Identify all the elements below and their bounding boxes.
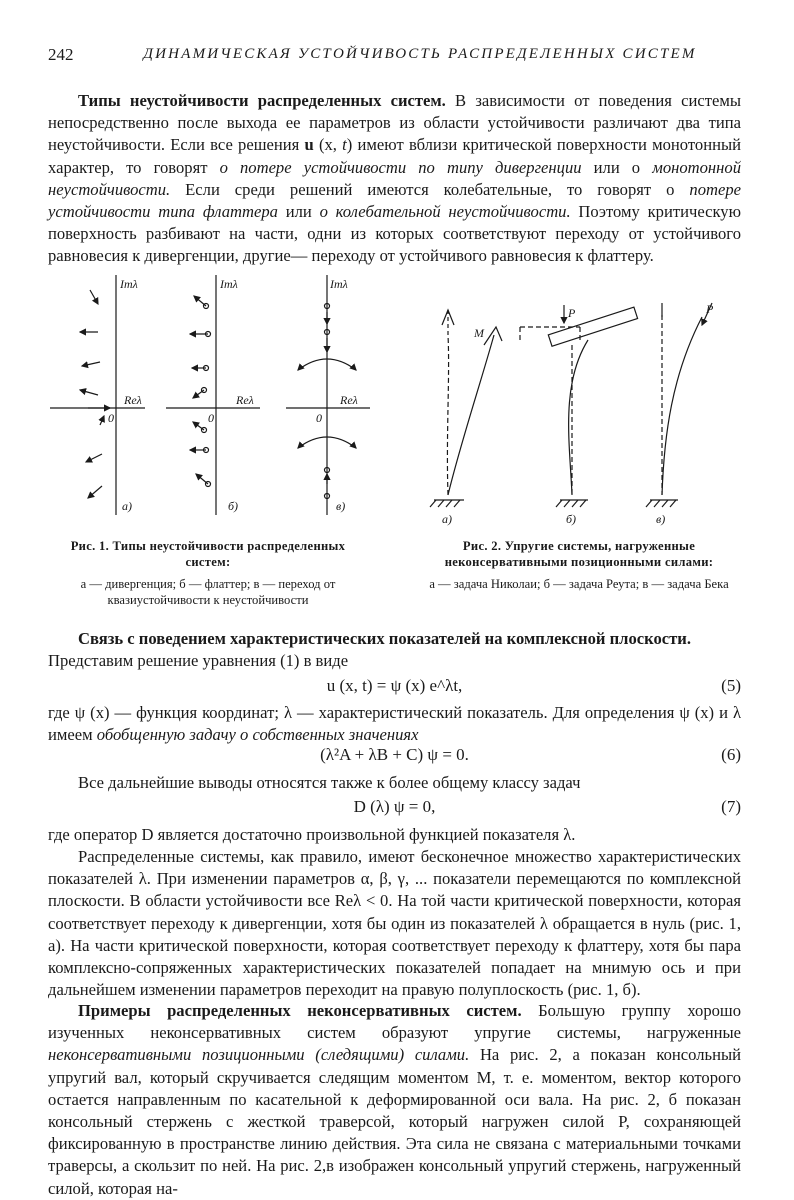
italic-term: неконсервативными позиционными (следящими) силами. xyxy=(48,1045,470,1065)
figure-2-caption xyxy=(418,538,740,592)
equation-5 xyxy=(48,676,741,700)
text-run: В зависимости от поведения системы непосредственно после выхода ее параметров из области устойчивости различают два типа неустойчивости. Если все решения xyxy=(48,91,741,155)
force-label: P xyxy=(568,306,576,320)
italic-term: о колебательной неустойчивости. xyxy=(319,202,571,222)
axis-label-im: Imλ xyxy=(120,277,138,291)
text-run: t xyxy=(342,135,347,155)
panel-label: б) xyxy=(566,512,577,526)
figure-2 xyxy=(420,295,720,530)
text-run: где ψ (x) — функция координат; λ — характеристический показатель. Для определения ψ (x) и λ имеем xyxy=(48,703,741,745)
panel-label: а) xyxy=(122,499,132,513)
caption-body: а — задача Николаи; б — задача Реута; в — задача Бека xyxy=(429,577,729,591)
text-run: На рис. 2, а показан консольный упругий вал, который скручивается следящим моментом M, т. е. моментом, вектор которого остается направленным по касательной к деформированной оси вала. На рис. 2, б показан консольный стержень с жесткой траверсой, который нагружен силой P, сохраняющей фиксированную в пространстве линию действия. Эта сила не связана с материальными точками траверсы, а скользит по ней. На рис. 2,в изображен консольный упругий стержень, нагруженный силой, которая на- xyxy=(48,1045,741,1198)
page-number: 242 xyxy=(48,45,74,64)
caption-title: Рис. 1. Типы неустойчивости распределенных систем: xyxy=(70,539,346,569)
moment-label: M xyxy=(474,326,484,340)
section3-paragraph xyxy=(48,1000,741,1200)
italic-term: монотонной неустойчивости. xyxy=(48,157,741,199)
text-run: Большую группу хорошо изученных неконсервативных систем образуют упругие системы, нагруженные xyxy=(48,1001,741,1043)
equation-6 xyxy=(48,745,741,769)
text-run: Все дальнейшие выводы относятся также к более общему классу задач xyxy=(78,773,581,792)
force-label: P xyxy=(706,302,714,316)
axis-label-re: Reλ xyxy=(340,393,358,407)
axis-label-im: Imλ xyxy=(330,277,348,291)
text-run: или xyxy=(277,202,320,222)
axis-label-re: Reλ xyxy=(236,393,254,407)
text-run: или о xyxy=(581,157,653,177)
figure-2-diagram xyxy=(420,295,720,530)
section2-paragraph-4 xyxy=(48,846,741,1001)
text-run: Распределенные системы, как правило, имеют бесконечное множество характеристических показателей λ. При изменении параметров α, β, γ, ... показатели перемещаются по комплексной плоскости. В области устойчивости все Reλ < 0. На той части критической поверхности, которая соответствует переходу к дивергенции, хотя бы один из показателей λ обращается в нуль (рис. 1, а). На части критической поверхности, которая соответствует переходу к флаттеру, хотя бы пара комплексно-сопряженных характеристических показателей попадает на мнимую ось и при дальнейшем изменении параметров переходит на правую полуплоскость (рис. 1, б). xyxy=(48,847,741,1000)
origin-label: 0 xyxy=(316,411,322,425)
figure-1-caption xyxy=(48,538,368,608)
italic-term: о потере устойчивости по типу дивергенции xyxy=(219,157,582,177)
italic-term: обобщенную задачу о собственных значениях xyxy=(96,725,419,745)
section2-paragraph-2 xyxy=(48,772,741,794)
equation-number: (6) xyxy=(721,745,741,764)
equation-expression: D (λ) ψ = 0, xyxy=(353,797,436,816)
section3-heading: Примеры распределенных неконсервативных систем. xyxy=(78,1001,522,1020)
italic-term: потере устойчивости типа флаттера xyxy=(48,179,741,222)
caption-title: Рис. 2. Упругие системы, нагруженные неконсервативными позиционными силами: xyxy=(444,539,714,569)
section2-paragraph-1 xyxy=(48,702,741,746)
axis-label-im: Imλ xyxy=(220,277,238,291)
panel-label: б) xyxy=(228,499,239,513)
section2-heading-paragraph xyxy=(48,628,741,672)
origin-label: 0 xyxy=(208,411,214,425)
text-run: ) имеют вблизи критической поверхности монотонный характер, то говорят xyxy=(48,135,742,177)
panel-label: в) xyxy=(336,499,346,513)
equation-expression: (λ²A + λB + C) ψ = 0. xyxy=(320,745,469,764)
figure-1-diagram xyxy=(50,270,370,530)
section2-paragraph-3 xyxy=(48,824,741,846)
equation-number: (5) xyxy=(721,676,741,695)
running-title: ДИНАМИЧЕСКАЯ УСТОЙЧИВОСТЬ РАСПРЕДЕЛЕННЫХ СИСТЕМ xyxy=(143,46,697,62)
axis-label-re: Reλ xyxy=(124,393,142,407)
section1-heading: Типы неустойчивости распределенных систем. xyxy=(78,91,446,110)
text-run: Поэтому критическую поверхность разбивают на части, одни из которых соответствуют переходу от устойчивого равновесия к дивергенции, другие— переходу от устойчивого равновесия к флаттеру. xyxy=(48,202,741,266)
equation-number: (7) xyxy=(721,797,741,816)
text-run: (x, xyxy=(313,135,343,155)
origin-label: 0 xyxy=(108,411,114,425)
text-run: где оператор D является достаточно произвольной функцией показателя λ. xyxy=(48,825,576,844)
section2-heading: Связь с поведением характеристических показателей на комплексной плоскости. xyxy=(78,629,692,648)
text-run: u xyxy=(304,135,314,155)
section1-paragraph xyxy=(48,90,741,268)
caption-body: а — дивергенция; б — флаттер; в — переход от квазиустойчивости к неустойчивости xyxy=(80,577,336,607)
equation-7 xyxy=(48,797,741,821)
panel-label: в) xyxy=(656,512,666,526)
equation-expression: u (x, t) = ψ (x) e^λt, xyxy=(326,676,463,695)
text-run: Если среди решений имеются колебательные, то говорят о xyxy=(170,179,690,199)
panel-label: а) xyxy=(442,512,452,526)
figure-1 xyxy=(50,270,370,530)
text-run: Представим решение уравнения (1) в виде xyxy=(48,651,349,671)
